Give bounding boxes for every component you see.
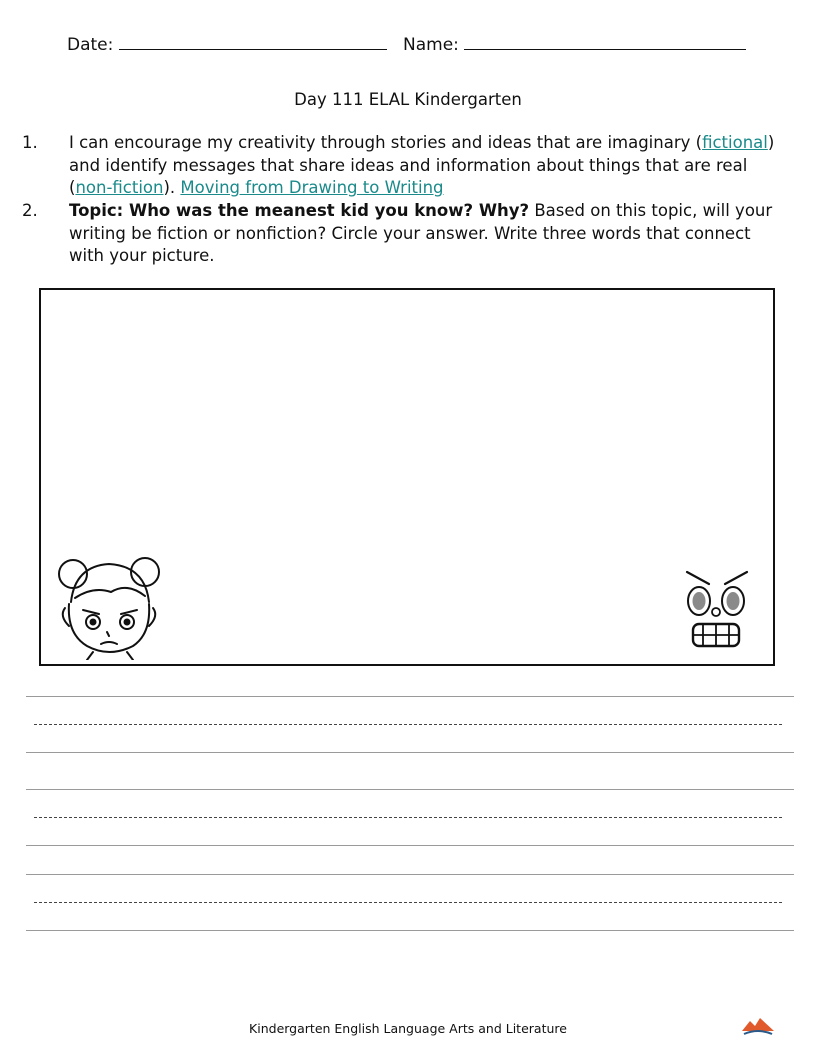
angry-face-icon: [681, 568, 753, 652]
date-field: [67, 33, 387, 55]
footer-text: Kindergarten English Language Arts and Literature: [249, 1021, 567, 1036]
item-2-instructions: Based on this topic, will your writing be fiction or nonfiction? Circle your answer. Write three words that connect with your picture.: [69, 201, 773, 265]
solid-line: [26, 874, 794, 875]
item-2-text: [69, 200, 789, 268]
solid-line: [26, 696, 794, 697]
name-field: [403, 33, 746, 55]
dashed-line: [34, 902, 782, 903]
solid-line: [26, 789, 794, 790]
fictional-link[interactable]: fictional: [702, 133, 768, 152]
drawing-to-writing-link[interactable]: Moving from Drawing to Writing: [180, 178, 444, 197]
topic-text: Topic: Who was the meanest kid you know? Why?: [69, 201, 530, 220]
page-title: Day 111 ELAL Kindergarten: [294, 90, 522, 109]
item-2-number: 2.: [22, 201, 38, 220]
solid-line: [26, 752, 794, 753]
dashed-line: [34, 724, 782, 725]
name-label: Name:: [403, 35, 459, 55]
item-1-text: [69, 132, 789, 200]
drawing-box[interactable]: [39, 288, 775, 666]
dashed-line: [34, 817, 782, 818]
solid-line: [26, 930, 794, 931]
mountain-logo: [740, 1015, 776, 1037]
non-fiction-link[interactable]: non-fiction: [75, 178, 164, 197]
item-1-text-b: ) and identify messages that share ideas and information about things that are real (: [69, 133, 775, 197]
girl-illustration: [53, 552, 165, 660]
item-1-number: 1.: [22, 133, 38, 152]
item-1-text-a: I can encourage my creativity through stories and ideas that are imaginary (: [69, 133, 703, 152]
date-underline[interactable]: [119, 33, 387, 50]
solid-line: [26, 845, 794, 846]
date-label: Date:: [67, 35, 114, 55]
item-1-text-c: ).: [163, 178, 181, 197]
name-underline[interactable]: [464, 33, 746, 50]
